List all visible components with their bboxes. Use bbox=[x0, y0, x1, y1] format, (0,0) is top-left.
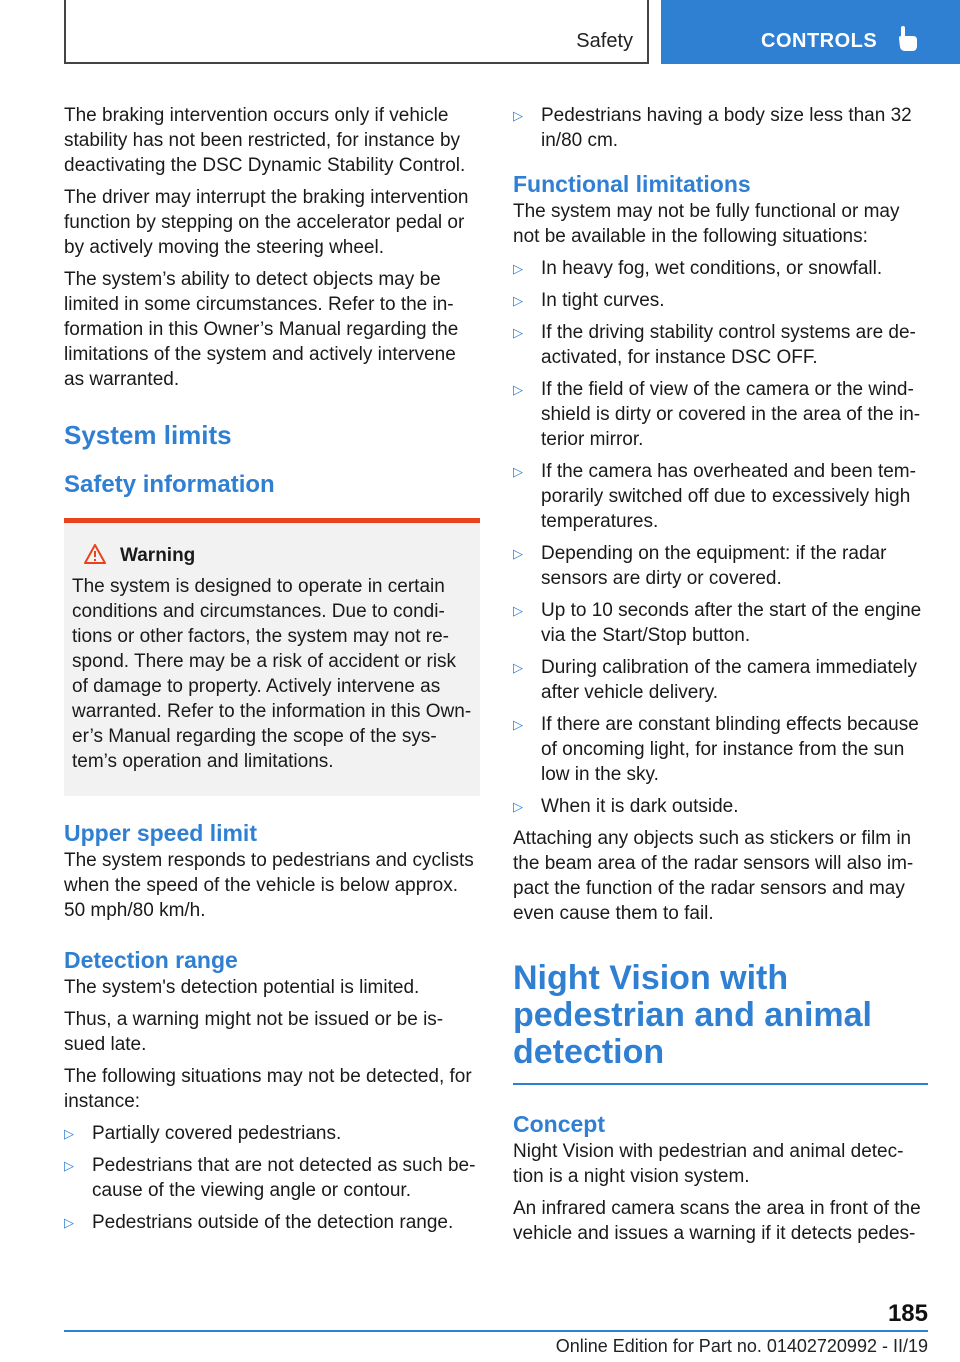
functional-outro: Attaching any objects such as stickers or film in the beam area of the radar sensors will also im-pact the function of the radar sensors and may even cause them to fail. bbox=[513, 828, 914, 924]
page-number: 185 bbox=[887, 1300, 928, 1327]
intro-paragraph: The driver may interrupt the braking intervention function by stepping on the accelerator pedal or by actively moving the steering wheel. bbox=[64, 187, 469, 258]
header-section-box bbox=[64, 0, 649, 64]
triangle-bullet-icon: ▷ bbox=[513, 261, 523, 276]
list-item: ▷ If the field of view of the camera or the wind-shield is dirty or covered in the area of the in-terior mirror. bbox=[513, 379, 921, 450]
detection-paragraph: The following situations may not be detected, for instance: bbox=[64, 1066, 472, 1112]
triangle-bullet-icon: ▷ bbox=[513, 464, 523, 479]
right-column bbox=[513, 103, 928, 1253]
intro-paragraph: The braking intervention occurs only if vehicle stability has not been restricted, for instance by deactivating the DSC Dynamic Stability Control. bbox=[64, 105, 466, 176]
concept-paragraph: Night Vision with pedestrian and animal detec-tion is a night vision system. bbox=[513, 1141, 904, 1187]
warning-box bbox=[64, 518, 480, 796]
warning-text: The system is designed to operate in certain conditions and circumstances. Due to condi-tions or other factors, the system may not re-spond. There may be a risk of accident or risk of damage to property. Actively intervene as warranted. Refer to the information in this Own-er’s Manual regarding the scope of the sys-tem’s operation and limitations. bbox=[72, 576, 472, 772]
functional-intro: The system may not be fully functional or may not be available in the following situations: bbox=[513, 201, 900, 247]
list-item: ▷ Partially covered pedestrians. bbox=[64, 1123, 342, 1144]
footer-divider bbox=[64, 1330, 928, 1332]
header-chapter-title: CONTROLS bbox=[761, 30, 878, 52]
list-item: ▷ Pedestrians that are not detected as such be-cause of the viewing angle or contour. bbox=[64, 1155, 476, 1201]
list-item: ▷ If the driving stability control systems are de-activated, for instance DSC OFF. bbox=[513, 322, 916, 368]
list-item: ▷ In heavy fog, wet conditions, or snowfall. bbox=[513, 258, 883, 279]
list-item: ▷ Depending on the equipment: if the radar sensors are dirty or covered. bbox=[513, 543, 887, 589]
triangle-bullet-icon: ▷ bbox=[513, 325, 523, 340]
concept-paragraph: An infrared camera scans the area in front of the vehicle and issues a warning if it detects pedes- bbox=[513, 1198, 921, 1244]
concept-heading: Concept bbox=[513, 1111, 605, 1137]
functional-limitations-list bbox=[513, 256, 928, 819]
safety-information-heading: Safety information bbox=[64, 471, 275, 498]
detection-range-heading: Detection range bbox=[64, 947, 238, 973]
upper-speed-limit-heading: Upper speed limit bbox=[64, 820, 257, 846]
list-item: ▷ In tight curves. bbox=[513, 290, 665, 311]
warning-title-row bbox=[72, 543, 472, 568]
hand-pointer-icon bbox=[897, 26, 919, 57]
list-item: ▷ During calibration of the camera immediately after vehicle delivery. bbox=[513, 657, 917, 703]
detection-list-continued bbox=[513, 103, 928, 153]
triangle-bullet-icon: ▷ bbox=[513, 717, 523, 732]
footer-edition: Online Edition for Part no. 01402720992 - II/19 bbox=[555, 1336, 928, 1356]
triangle-bullet-icon: ▷ bbox=[64, 1126, 74, 1141]
left-column bbox=[64, 103, 480, 1242]
warning-triangle-icon bbox=[84, 544, 106, 564]
list-item: ▷ If the camera has overheated and been tem-porarily switched off due to excessively high temperatures. bbox=[513, 461, 916, 532]
header-chapter-tab bbox=[661, 0, 960, 64]
header-section-title: Safety bbox=[576, 30, 633, 52]
list-item: ▷ Pedestrians outside of the detection range. bbox=[64, 1212, 454, 1233]
triangle-bullet-icon: ▷ bbox=[513, 799, 523, 814]
triangle-bullet-icon: ▷ bbox=[513, 293, 523, 308]
functional-limitations-heading: Functional limitations bbox=[513, 171, 751, 197]
warning-title: Warning bbox=[120, 545, 196, 566]
detection-paragraph: The system's detection potential is limited. bbox=[64, 977, 420, 998]
list-item: ▷ Pedestrians having a body size less than 32 in/80 cm. bbox=[513, 105, 912, 151]
triangle-bullet-icon: ▷ bbox=[513, 603, 523, 618]
triangle-bullet-icon: ▷ bbox=[513, 660, 523, 675]
triangle-bullet-icon: ▷ bbox=[513, 546, 523, 561]
detection-list bbox=[64, 1121, 480, 1235]
intro-paragraph: The system’s ability to detect objects may be limited in some circumstances. Refer to the in-formation in this Owner’s Manual regarding the limitations of the system and actively intervene as warranted. bbox=[64, 269, 459, 390]
system-limits-heading: System limits bbox=[64, 420, 232, 450]
night-vision-heading: Night Vision with pedestrian and animal detection bbox=[513, 960, 928, 1085]
triangle-bullet-icon: ▷ bbox=[64, 1158, 74, 1173]
list-item: ▷ When it is dark outside. bbox=[513, 796, 739, 817]
list-item: ▷ Up to 10 seconds after the start of the engine via the Start/Stop button. bbox=[513, 600, 922, 646]
triangle-bullet-icon: ▷ bbox=[513, 108, 523, 123]
detection-paragraph: Thus, a warning might not be issued or be is-sued late. bbox=[64, 1009, 444, 1055]
list-item: ▷ If there are constant blinding effects because of oncoming light, for instance from the sun low in the sky. bbox=[513, 714, 919, 785]
triangle-bullet-icon: ▷ bbox=[64, 1215, 74, 1230]
upper-speed-limit-text: The system responds to pedestrians and cyclists when the speed of the vehicle is below approx. 50 mph/80 km/h. bbox=[64, 850, 474, 921]
triangle-bullet-icon: ▷ bbox=[513, 382, 523, 397]
